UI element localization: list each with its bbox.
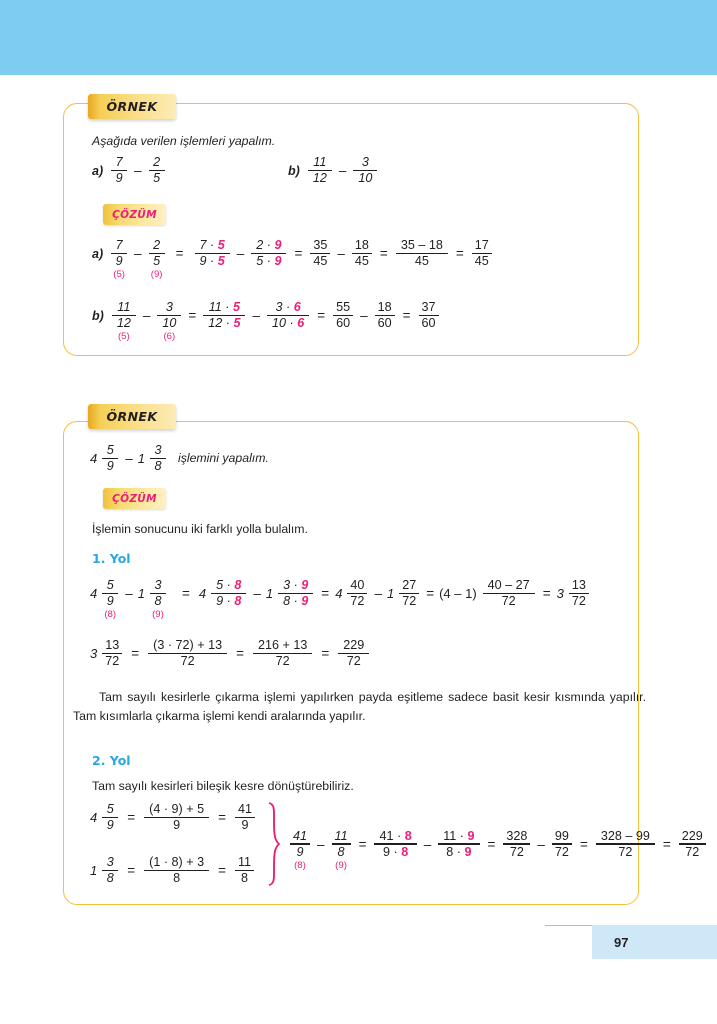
yol2-conversion-row (90, 802, 257, 833)
yol2-main-combined (596, 829, 655, 860)
equals-operator: = (358, 836, 367, 852)
numerator: (1 · 8) + 3 (149, 855, 205, 870)
numerator: 216 + 13 (257, 638, 308, 652)
denominator: 10 (162, 316, 177, 331)
solution-b-label: b) (92, 308, 104, 323)
question-a-fraction-1 (111, 155, 127, 186)
denominator: 9 (173, 818, 181, 833)
solution-b-row (92, 300, 441, 343)
solution-b-equal-1 (333, 300, 353, 331)
yol2-heading: 2. Yol (92, 753, 131, 768)
question-a-fraction-2 (149, 155, 165, 186)
equals-operator: = (662, 836, 671, 852)
whole-part: 4 (90, 810, 98, 825)
denominator: 72 (501, 594, 516, 609)
whole-part: 1 (137, 586, 145, 601)
yol1-combined (483, 578, 535, 609)
numerator: 40 – 27 (487, 578, 530, 592)
denominator: 8 (241, 871, 249, 886)
denominator: 12 (116, 316, 131, 331)
numerator: 2 (153, 238, 161, 252)
denominator: 8 · 9 (446, 844, 472, 859)
solution-a-fraction-2 (149, 238, 165, 281)
denominator: 9 · 8 (382, 844, 409, 859)
denominator: 5 (153, 254, 161, 269)
yol1-line2-step2 (253, 638, 312, 669)
note-paragraph: Tam sayılı kesirlerle çıkarma işlemi yapılırken payda eşitleme sadece basit kesir kısmında yapılır. Tam kısımlarla çıkarma işlemi kendi aralarında yapılır. (73, 690, 646, 724)
fraction (102, 855, 118, 886)
denominator: 45 (313, 254, 328, 269)
yol2-conversion-row (90, 855, 257, 886)
minus-operator: – (253, 586, 261, 601)
minus-operator: – (125, 451, 133, 466)
multiplier-note: (9) (152, 609, 164, 621)
minus-operator: – (338, 163, 347, 178)
solution-b-fraction-1 (112, 300, 136, 343)
denominator: 72 (346, 654, 361, 669)
fraction (150, 578, 166, 621)
fraction (150, 443, 166, 474)
yol2-main-expand-1 (374, 829, 416, 860)
denominator: 9 · 5 (199, 254, 225, 269)
denominator: 8 (154, 459, 162, 474)
solution-b-fraction-2 (157, 300, 181, 343)
fraction (102, 578, 118, 621)
numerator: 11 · 9 (443, 828, 475, 843)
yol2-main-expand-2 (438, 829, 479, 860)
equals-operator: = (579, 836, 588, 852)
denominator: 72 (554, 844, 569, 859)
minus-operator: – (374, 586, 382, 601)
example2-prompt-tail: işlemini yapalım. (177, 450, 269, 465)
denominator: 9 (106, 818, 114, 833)
denominator: 10 (358, 171, 373, 186)
multiplier-note: (6) (163, 331, 176, 343)
yol2-conv-mixed (90, 855, 120, 886)
equals-operator: = (455, 246, 464, 261)
numerator: 328 – 99 (600, 828, 650, 843)
numerator: 5 (106, 802, 114, 816)
equals-operator: = (487, 836, 496, 852)
denominator: 8 · 9 (283, 594, 309, 609)
numerator: 7 (115, 155, 123, 169)
fraction (347, 578, 367, 609)
numerator: 328 (506, 828, 528, 843)
numerator: 3 (154, 578, 162, 592)
whole-part: 3 (556, 586, 564, 601)
equals-operator: = (426, 586, 435, 601)
example2-prompt-mixed-2 (138, 443, 168, 474)
denominator: 45 (354, 254, 369, 269)
yol1-main-row (90, 578, 591, 621)
whole-part: 4 (198, 586, 207, 601)
denominator: 8 (337, 844, 345, 859)
numerator: 2 · 9 (256, 238, 282, 252)
numerator: 35 (313, 238, 328, 252)
numerator: 5 (106, 443, 114, 457)
equals-operator: = (542, 586, 551, 601)
example2-intro: İşlemin sonucunu iki farklı yolla bulalım. (92, 522, 308, 536)
numerator: 3 · 6 (275, 300, 301, 314)
ornek-tab-2 (88, 404, 176, 429)
denominator: 9 (106, 459, 114, 474)
equals-operator: = (379, 246, 388, 261)
numerator: 37 (421, 300, 436, 314)
numerator: 41 · 8 (379, 828, 412, 843)
cozum-tab-2-label: ÇÖZÜM (112, 492, 157, 505)
cozum-tab-1 (103, 204, 166, 225)
minus-operator: – (537, 836, 545, 852)
minus-operator: – (134, 163, 142, 178)
numerator: 41 (237, 802, 252, 816)
equals-operator: = (294, 246, 303, 261)
whole-part: 4 (90, 451, 98, 466)
numerator: 40 (350, 578, 365, 592)
denominator: 60 (377, 316, 392, 331)
denominator: 9 (296, 844, 304, 859)
denominator: 72 (509, 844, 524, 859)
solution-a-result (472, 238, 492, 269)
minus-operator: – (134, 246, 142, 261)
yol2-main-quotient-1 (503, 829, 530, 860)
yol2-conv-result (235, 855, 254, 886)
numerator: 18 (354, 238, 369, 252)
yol2-conv-mixed (90, 802, 120, 833)
denominator: 12 · 5 (208, 316, 241, 331)
minus-operator: – (337, 246, 345, 261)
fraction (211, 578, 246, 609)
equals-operator: = (402, 308, 411, 323)
equals-operator: = (218, 863, 226, 879)
minus-operator: – (236, 246, 245, 261)
equals-operator: = (188, 308, 197, 323)
minus-operator: – (317, 836, 325, 852)
denominator: 60 (336, 316, 351, 331)
multiplier-note: (8) (104, 609, 117, 621)
whole-part: 1 (386, 586, 395, 601)
denominator: 72 (275, 654, 290, 669)
question-b-fraction-2 (353, 155, 377, 186)
numerator: 13 (105, 638, 120, 652)
numerator: (3 · 72) + 13 (153, 638, 223, 652)
numerator: 35 – 18 (400, 238, 443, 252)
numerator: 3 · 9 (283, 578, 309, 592)
denominator: 8 (106, 871, 114, 886)
numerator: 11 · 5 (208, 300, 240, 314)
numerator: 41 (292, 828, 307, 843)
ornek-tab-1-label: ÖRNEK (106, 99, 158, 114)
denominator: 72 (685, 844, 700, 859)
equals-operator: = (317, 308, 326, 323)
numerator: 11 (237, 855, 252, 870)
denominator: 72 (618, 844, 633, 859)
denominator: 45 (414, 254, 429, 269)
yol1-line2-step3 (338, 638, 369, 669)
yol2-conversions (90, 802, 257, 886)
top-banner (0, 0, 717, 75)
numerator: 11 (117, 300, 131, 314)
numerator: 5 (106, 578, 114, 592)
yol2-main-quotient-2 (552, 829, 572, 860)
question-b-fraction-1 (308, 155, 332, 186)
whole-part: 1 (265, 586, 274, 601)
denominator: 8 (154, 594, 162, 609)
numerator: 229 (681, 828, 703, 843)
page-number-bar (592, 925, 717, 959)
equals-operator: = (181, 586, 190, 601)
denominator: 9 · 8 (216, 594, 242, 609)
numerator: 11 (313, 155, 327, 169)
solution-b-result (419, 300, 439, 331)
denominator: 9 (115, 171, 123, 186)
minus-operator: – (423, 836, 432, 852)
numerator: 18 (377, 300, 392, 314)
denominator: 12 (312, 171, 327, 186)
denominator: 45 (474, 254, 489, 269)
solution-a-fraction-1 (111, 238, 127, 281)
fraction (278, 578, 313, 609)
numerator: 7 (115, 238, 123, 252)
solution-a-combined (396, 238, 448, 269)
numerator: 229 (343, 638, 365, 652)
equals-operator: = (321, 586, 330, 601)
equals-operator: = (321, 646, 330, 661)
page-number-rule (545, 925, 593, 926)
yol1-quotient-1 (335, 578, 369, 609)
yol1-line2-step1 (148, 638, 227, 669)
yol1-line2-start (90, 638, 124, 669)
yol2-block (90, 802, 708, 886)
yol1-expand-1 (199, 578, 248, 609)
minus-operator: – (252, 308, 260, 323)
numerator: 99 (554, 828, 569, 843)
page-number: 97 (614, 934, 629, 950)
yol1-term-2 (137, 578, 168, 621)
solution-a-equal-2 (352, 238, 372, 269)
ornek-tab-1 (88, 94, 176, 119)
numerator: 3 (106, 855, 114, 870)
whole-part: 4 (90, 586, 98, 601)
numerator: 55 (336, 300, 351, 314)
yol2-main-fraction-2 (332, 828, 351, 871)
yol2-conv-expression (144, 802, 209, 833)
denominator: 72 (402, 594, 417, 609)
fraction (569, 578, 589, 609)
multiplier-note: (5) (117, 331, 130, 343)
equals-operator: = (218, 810, 226, 825)
question-b (288, 155, 379, 186)
yol2-main-result (679, 829, 706, 860)
denominator: 9 (241, 818, 249, 833)
yol1-second-row (90, 638, 371, 669)
numerator: 2 (153, 155, 161, 169)
denominator: 9 (106, 594, 114, 609)
multiplier-note: (9) (150, 269, 163, 281)
numerator: 5 · 8 (216, 578, 242, 592)
solution-b-expand-1 (203, 300, 245, 331)
denominator: 10 · 6 (271, 316, 305, 331)
denominator: 72 (571, 594, 586, 609)
example1-prompt: Aşağıda verilen işlemleri yapalım. (92, 134, 276, 148)
curly-brace (267, 802, 280, 886)
solution-a-row (92, 238, 494, 281)
yol2-conv-result (235, 802, 255, 833)
numerator: 27 (402, 578, 417, 592)
yol2-main-row (288, 828, 708, 871)
multiplier-note: (9) (335, 859, 347, 871)
example2-prompt-mixed-1 (90, 443, 120, 474)
equals-operator: = (127, 810, 136, 825)
numerator: 3 (361, 155, 369, 169)
denominator: 8 (173, 871, 181, 886)
numerator: 13 (571, 578, 586, 592)
minus-operator: – (142, 308, 151, 323)
fraction (102, 802, 118, 833)
yol2-conv-expression (144, 855, 209, 886)
solution-a-expand-1 (195, 238, 230, 269)
yol1-term-1 (90, 578, 120, 621)
solution-b-expand-2 (267, 300, 309, 331)
yol1-expand-2 (266, 578, 315, 609)
whole-part: 3 (90, 646, 98, 661)
fraction (102, 443, 118, 474)
fraction (399, 578, 419, 609)
yol2-intro: Tam sayılı kesirleri bileşik kesre dönüştürebiliriz. (92, 779, 354, 793)
equals-operator: = (175, 246, 184, 261)
ornek-tab-2-label: ÖRNEK (106, 409, 158, 424)
solution-a-label: a) (92, 246, 104, 261)
multiplier-note: (5) (113, 269, 125, 281)
numerator: 3 (154, 443, 162, 457)
equals-operator: = (131, 646, 140, 661)
question-a-label: a) (92, 163, 104, 178)
yol1-heading: 1. Yol (92, 551, 131, 566)
denominator: 60 (421, 316, 436, 331)
denominator: 72 (350, 594, 365, 609)
numerator: 17 (474, 238, 489, 252)
numerator: 11 (334, 828, 348, 843)
denominator: 5 · 9 (256, 254, 282, 269)
denominator: 5 (153, 171, 161, 186)
yol1-quotient-2 (387, 578, 421, 609)
equals-operator: = (236, 646, 244, 661)
denominator: 72 (105, 654, 120, 669)
whole-part: 1 (90, 863, 98, 879)
minus-operator: – (125, 586, 133, 601)
fraction (102, 638, 122, 669)
minus-operator: – (360, 308, 368, 323)
multiplier-note: (8) (294, 859, 306, 871)
numerator: (4 · 9) + 5 (149, 802, 205, 816)
numerator: 3 (165, 300, 173, 314)
yol2-main-fraction-1 (290, 828, 310, 871)
whole-part: 4 (335, 586, 343, 601)
numerator: 7 · 5 (199, 238, 225, 252)
question-a (92, 155, 167, 186)
denominator: 72 (180, 654, 195, 669)
yol1-paren-group: (4 – 1) (439, 586, 477, 601)
whole-part: 1 (137, 451, 145, 466)
solution-a-equal-1 (310, 238, 330, 269)
denominator: 9 (115, 254, 123, 269)
solution-a-expand-2 (251, 238, 286, 269)
equals-operator: = (127, 863, 136, 879)
cozum-tab-2 (103, 488, 166, 509)
solution-b-equal-2 (375, 300, 395, 331)
yol1-result (557, 578, 591, 609)
example2-prompt (90, 443, 269, 474)
question-b-label: b) (288, 163, 300, 178)
cozum-tab-1-label: ÇÖZÜM (112, 208, 157, 221)
